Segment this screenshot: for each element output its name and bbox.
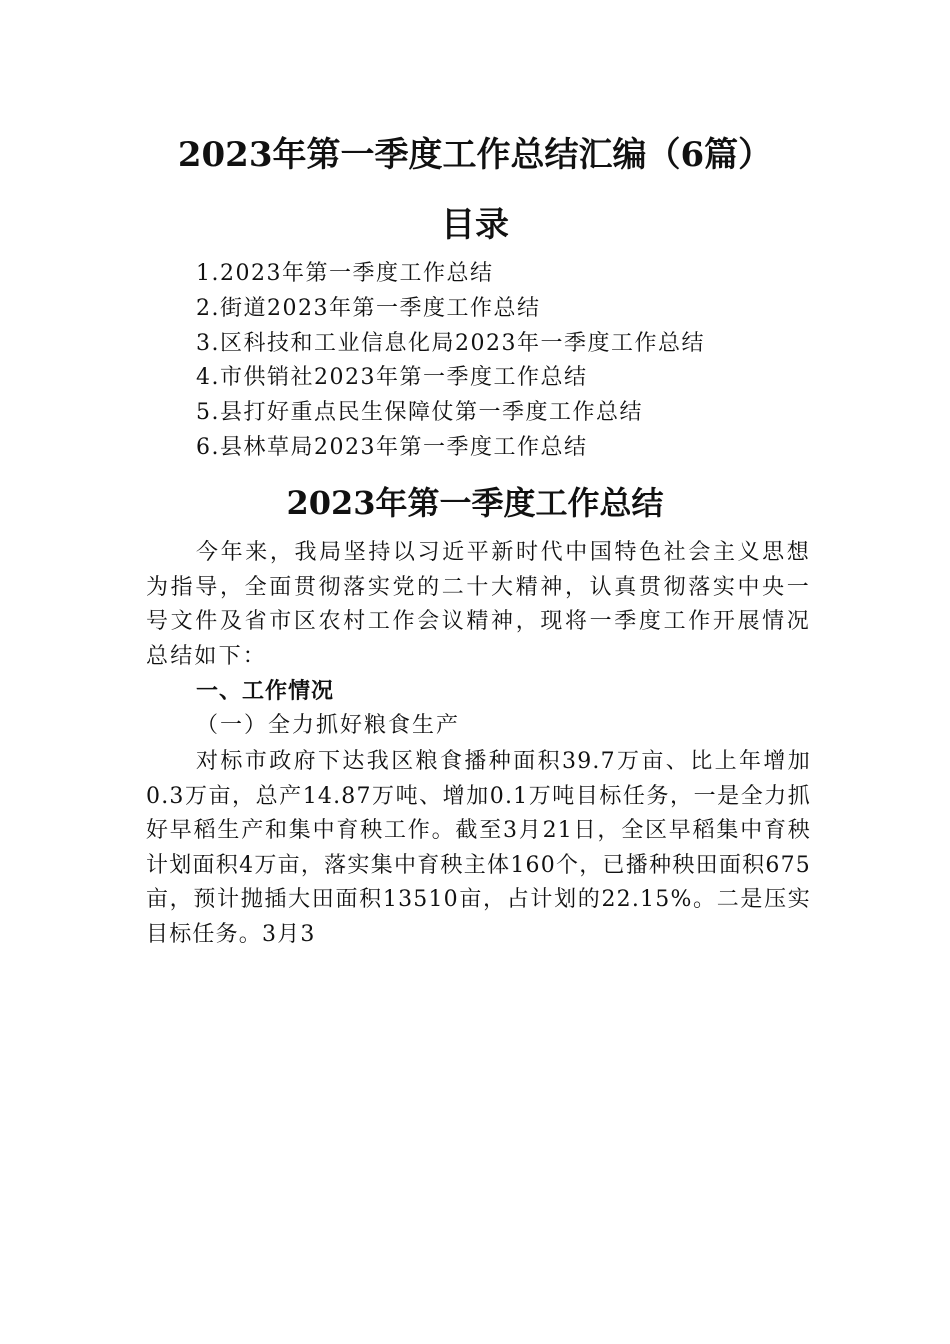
heading-level-1: 一、工作情况 — [196, 679, 335, 704]
toc-item[interactable]: 2.街道2023年第一季度工作总结 — [196, 295, 541, 321]
document-title: 2023年第一季度工作总结汇编（6篇） — [177, 135, 773, 175]
body-paragraph: 对标市政府下达我区粮食播种面积39.7万亩、比上年增加0.3万亩，总产14.87万吨、增加0.1万吨目标任务，一是全力抓好早稻生产和集中育秧工作。截至3月21日，全区早稻集中育秧计划面积4万亩，落实集中育秧主体160个，已播种秧田面积675亩，预计抛插大田面积13510亩，占计划的22.15%。二是压实目标任务。3月3 — [146, 749, 811, 947]
toc-item[interactable]: 3.区科技和工业信息化局2023年一季度工作总结 — [196, 330, 705, 356]
toc-heading: 目录 — [441, 205, 509, 245]
heading-level-2: （一）全力抓好粮食生产 — [196, 713, 461, 738]
intro-paragraph: 今年来，我局坚持以习近平新时代中国特色社会主义思想为指导，全面贯彻落实党的二十大精神，认真贯彻落实中央一号文件及省市区农村工作会议精神，现将一季度工作开展情况总结如下： — [146, 540, 811, 669]
toc-item[interactable]: 4.市供销社2023年第一季度工作总结 — [196, 365, 588, 391]
toc-item[interactable]: 6.县林草局2023年第一季度工作总结 — [196, 434, 588, 460]
toc-item[interactable]: 5.县打好重点民生保障仗第一季度工作总结 — [196, 400, 643, 426]
table-of-contents — [196, 257, 705, 466]
section-title: 2023年第一季度工作总结 — [286, 484, 664, 522]
toc-item[interactable]: 1.2023年第一季度工作总结 — [196, 261, 494, 286]
